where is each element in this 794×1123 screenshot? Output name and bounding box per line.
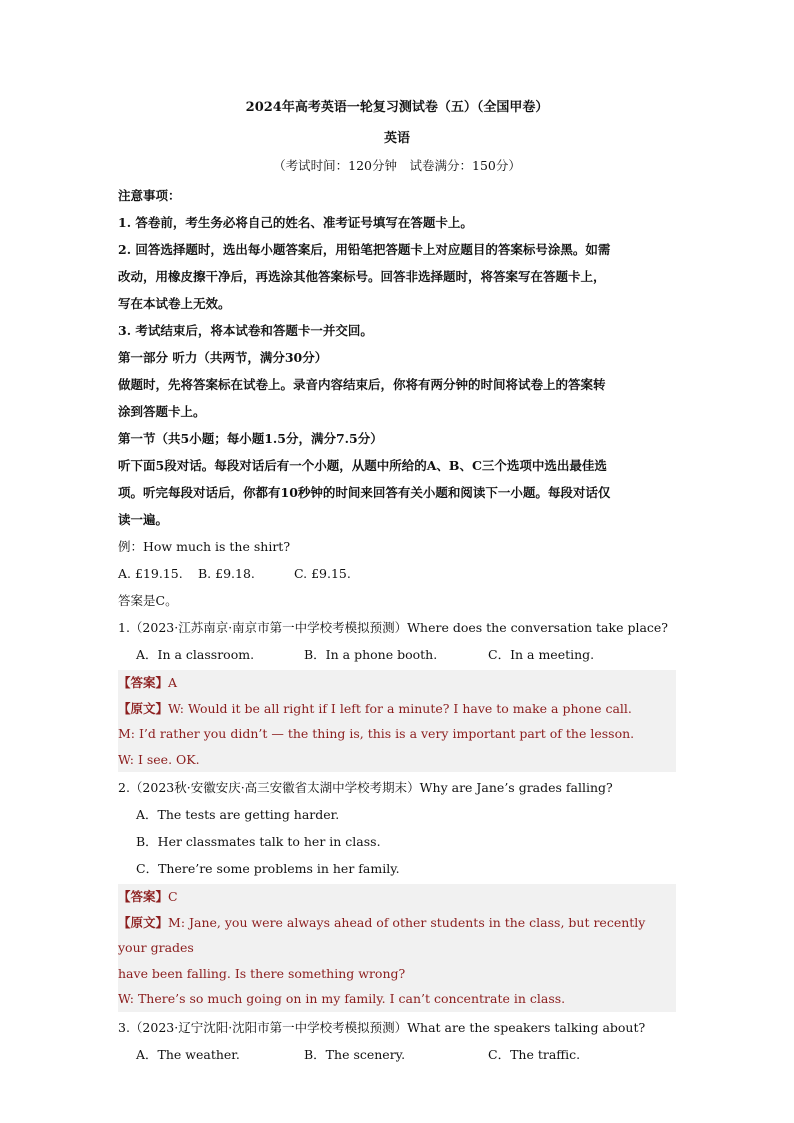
example-answer: 答案是C。 bbox=[118, 593, 178, 608]
transcript-text: M: Jane, you were always ahead of other students in the class, but recently your grades bbox=[118, 914, 646, 955]
question-2-answer-block bbox=[118, 884, 676, 1012]
question-1-stem: 1.（2023·江苏南京·南京市第一中学校考模拟预测）Where does the conversation take place? bbox=[118, 620, 669, 635]
answer-label: 【答案】 bbox=[118, 889, 169, 904]
section1-line-3: 读一遍。 bbox=[118, 512, 169, 527]
exam-page bbox=[118, 96, 676, 1068]
notice-item-3: 3. 考试结束后，将本试卷和答题卡一并交回。 bbox=[118, 323, 373, 338]
question-2-answer bbox=[118, 884, 676, 910]
question-2-transcript-line-2: have been falling. Is there something wrong? bbox=[118, 965, 406, 981]
question-2-option-c: C．There’re some problems in her family. bbox=[136, 861, 400, 876]
notice-section bbox=[118, 182, 676, 344]
question-2-transcript-line-3: W: There’s so much going on in my family. I can’t concentrate in class. bbox=[118, 991, 566, 1006]
answer-value: A bbox=[168, 675, 178, 690]
example-option-c: C. £9.15. bbox=[294, 566, 351, 581]
question-1-option-b: B．In a phone booth. bbox=[304, 647, 438, 662]
question-3-stem: 3.（2023·辽宁沈阳·沈阳市第一中学校考模拟预测）What are the speakers talking about? bbox=[118, 1019, 646, 1035]
question-1-transcript-line-2: M: I’d rather you didn’t — the thing is, this is a very important part of the lesson. bbox=[118, 726, 635, 741]
section1-line-1: 听下面5段对话。每段对话后有一个小题，从题中所给的A、B、C三个选项中选出最佳选 bbox=[118, 458, 607, 473]
question-1-option-a: A．In a classroom. bbox=[136, 647, 255, 662]
question-1-transcript-line-1 bbox=[118, 696, 676, 722]
notice-item-2-line-3: 写在本试卷上无效。 bbox=[118, 296, 231, 311]
question-3-option-b: B．The scenery. bbox=[304, 1046, 406, 1062]
notice-item-2-line-2: 改动，用橡皮擦干净后，再选涂其他答案标号。回答非选择题时，将答案写在答题卡上， bbox=[118, 269, 606, 284]
section1-heading: 第一节（共5小题；每小题1.5分，满分7.5分） bbox=[118, 431, 383, 446]
example-option-a: A. £19.15. bbox=[118, 566, 183, 581]
exam-title: 2024年高考英语一轮复习测试卷（五）（全国甲卷） bbox=[245, 100, 549, 115]
question-1-options bbox=[118, 641, 676, 668]
example-block bbox=[118, 533, 676, 614]
part1-intro-line-1: 做题时，先将答案标在试卷上。录音内容结束后，你将有两分钟的时间将试卷上的答案转 bbox=[118, 377, 606, 392]
question-1 bbox=[118, 614, 676, 772]
question-3-option-c: C．The traffic. bbox=[488, 1046, 581, 1062]
notice-item-1: 1. 答卷前，考生务必将自己的姓名、准考证号填写在答题卡上。 bbox=[118, 215, 473, 230]
example-question: 例：How much is the shirt? bbox=[118, 539, 291, 554]
exam-subject: 英语 bbox=[383, 131, 410, 146]
example-option-b: B. £9.18. bbox=[198, 566, 255, 581]
question-2-transcript-line-1 bbox=[118, 910, 676, 961]
question-1-option-c: C．In a meeting. bbox=[488, 647, 595, 662]
question-1-answer-block bbox=[118, 670, 676, 772]
question-2-option-a: A．The tests are getting harder. bbox=[136, 807, 340, 822]
question-3 bbox=[118, 1014, 676, 1068]
example-options bbox=[118, 560, 676, 587]
question-3-option-a: A．The weather. bbox=[136, 1046, 240, 1062]
question-3-options bbox=[118, 1041, 676, 1068]
question-2-option-b: B．Her classmates talk to her in class. bbox=[136, 834, 381, 849]
transcript-text: W: Would it be all right if I left for a minute? I have to make a phone call. bbox=[168, 700, 632, 716]
exam-meta: （考试时间：120分钟 试卷满分：150分） bbox=[273, 158, 521, 173]
part1-heading: 第一部分 听力（共两节，满分30分） bbox=[118, 350, 328, 365]
notice-heading: 注意事项： bbox=[118, 188, 181, 203]
answer-label: 【答案】 bbox=[118, 675, 169, 690]
section1-line-2: 项。听完每段对话后，你都有10秒钟的时间来回答有关小题和阅读下一小题。每段对话仅 bbox=[118, 485, 611, 500]
part1-section bbox=[118, 344, 676, 533]
question-1-transcript-line-3: W: I see. OK. bbox=[118, 751, 200, 767]
answer-value: C bbox=[168, 889, 178, 904]
notice-item-2-line-1: 2. 回答选择题时，选出每小题答案后，用铅笔把答题卡上对应题目的答案标号涂黑。如需 bbox=[118, 242, 611, 257]
question-1-answer bbox=[118, 670, 676, 696]
part1-intro-line-2: 涂到答题卡上。 bbox=[118, 404, 206, 419]
question-2-stem: 2.（2023秋·安徽安庆·高三安徽省太湖中学校考期末）Why are Jane’s grades falling? bbox=[118, 780, 613, 795]
question-2 bbox=[118, 774, 676, 1012]
transcript-label: 【原文】 bbox=[118, 700, 169, 716]
transcript-label: 【原文】 bbox=[118, 914, 169, 930]
